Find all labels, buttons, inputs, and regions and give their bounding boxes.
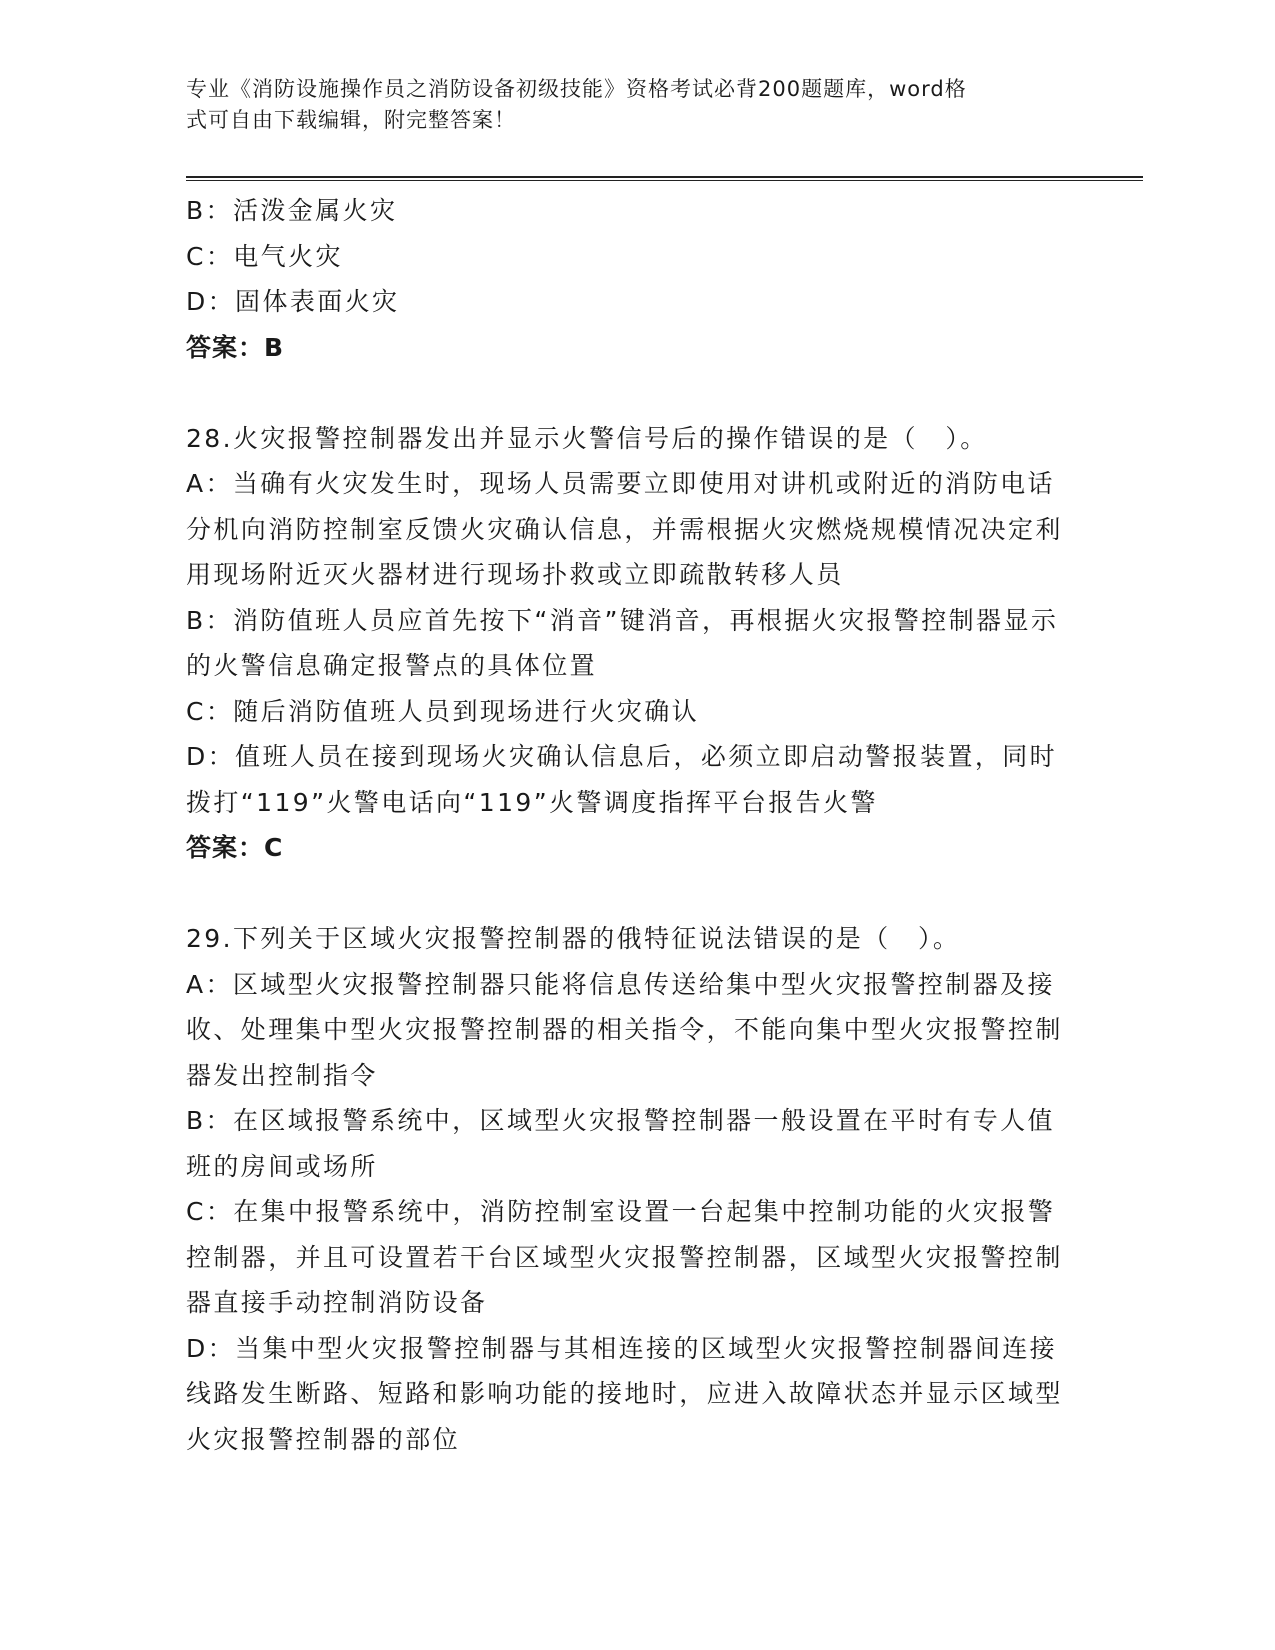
option-d: D：固体表面火灾	[186, 287, 400, 316]
question-28	[186, 416, 1076, 871]
option-b: B：在区域报警系统中，区域型火灾报警控制器一般设置在平时有专人值班的房间或场所	[186, 1106, 1055, 1181]
header-divider	[186, 176, 1143, 181]
option-c: C：在集中报警系统中，消防控制室设置一台起集中控制功能的火灾报警控制器，并且可设置若干台区域型火灾报警控制器，区域型火灾报警控制器直接手动控制消防设备	[186, 1197, 1063, 1317]
option-d: D：当集中型火灾报警控制器与其相连接的区域型火灾报警控制器间连接线路发生断路、短路和影响功能的接地时，应进入故障状态并显示区域型火灾报警控制器的部位	[186, 1333, 1063, 1454]
document-body	[186, 188, 1076, 1462]
option-b: B：活泼金属火灾	[186, 196, 398, 225]
question-stem: 28.火灾报警控制器发出并显示火警信号后的操作错误的是（ ）。	[186, 423, 988, 453]
option-b: B：消防值班人员应首先按下“消音”键消音，再根据火灾报警控制器显示的火警信息确定报警点的具体位置	[186, 605, 1059, 680]
answer: 答案：C	[186, 833, 284, 862]
question-stem: 29.下列关于区域火灾报警控制器的俄特征说法错误的是（ ）。	[186, 924, 961, 953]
question-29	[186, 916, 1076, 1462]
document-header	[186, 74, 1066, 136]
option-a: A：当确有火灾发生时，现场人员需要立即使用对讲机或附近的消防电话分机向消防控制室反馈火灾确认信息，并需根据火灾燃烧规模情况决定利用现场附近灭火器材进行现场扑救或立即疏散转移人员	[186, 469, 1063, 589]
spacer	[186, 871, 1076, 917]
header-line-1: 专业《消防设施操作员之消防设备初级技能》资格考试必背200题题库，word格	[186, 77, 967, 101]
option-a: A：区域型火灾报警控制器只能将信息传送给集中型火灾报警控制器及接收、处理集中型火灾报警控制器的相关指令，不能向集中型火灾报警控制器发出控制指令	[186, 969, 1063, 1090]
spacer	[186, 370, 1076, 416]
header-line-2: 式可自由下载编辑，附完整答案！	[186, 108, 516, 132]
option-c: C：随后消防值班人员到现场进行火灾确认	[186, 696, 700, 726]
option-c: C：电气火灾	[186, 241, 343, 271]
answer: 答案：B	[186, 332, 285, 362]
option-d: D：值班人员在接到现场火灾确认信息后，必须立即启动警报装置，同时拨打“119”火警电话向“119”火警调度指挥平台报告火警	[186, 742, 1058, 817]
